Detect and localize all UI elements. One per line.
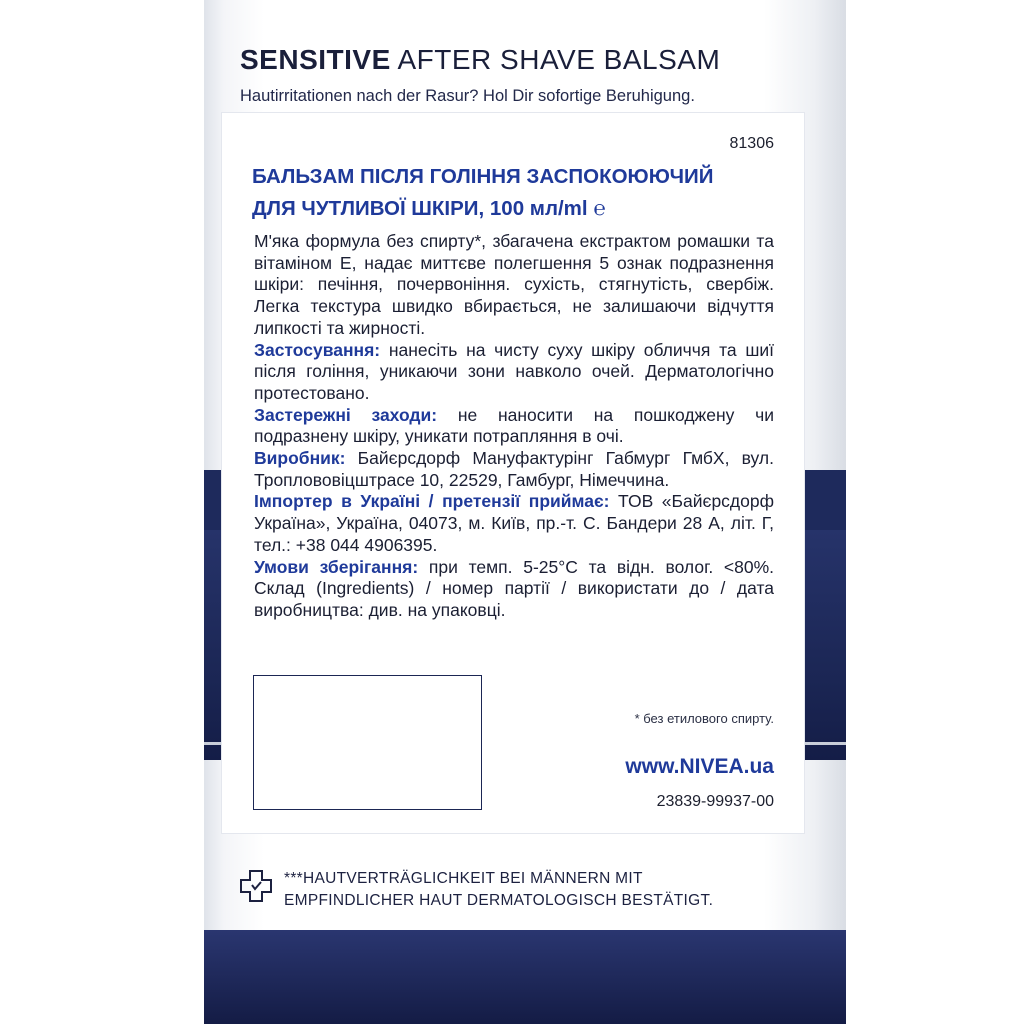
precautions-text: не наносити на пошкоджену чи подразнену шкіру, уникати потрапляння в очі. <box>254 404 774 447</box>
dermatological-claim <box>284 868 713 912</box>
manufacturer-heading: Виробник: <box>254 448 346 469</box>
article-code: 81306 <box>729 135 774 152</box>
label-title <box>252 161 792 225</box>
product-title <box>240 44 720 76</box>
estimated-sign-icon: ℮ <box>593 197 606 220</box>
storage-section <box>254 557 774 622</box>
label-title-line1: БАЛЬЗАМ ПІСЛЯ ГОЛІННЯ ЗАСПОКОЮЮЧИЙ <box>252 165 714 188</box>
derm-claim-line2: EMPFINDLICHER HAUT DERMATOLOGISCH BESTÄTIGT. <box>284 892 714 909</box>
label-title-line2-text: ДЛЯ ЧУТЛИВОЇ ШКІРИ, 100 мл/ml <box>252 197 588 220</box>
storage-text: при темп. 5-25°С та відн. волог. <80%. Склад (Ingredients) / номер партії / використати до / дата виробництва: див. на упаковці. <box>254 556 774 620</box>
usage-text: нанесіть на чисту суху шкіру обличчя та шиї після гоління, уникаючи зони навколо очей. Дерматологічно протестовано. <box>254 339 774 403</box>
precautions-section <box>254 405 774 448</box>
label-title-line2 <box>252 193 792 225</box>
batch-stamp-box <box>253 675 482 810</box>
website-link: www.NIVEA.ua <box>625 755 774 778</box>
footnote: * без етилового спирту. <box>634 711 774 726</box>
product-title-bold: SENSITIVE <box>240 44 391 75</box>
description: М'яка формула без спирту*, збагачена екстрактом ромашки та вітаміном Е, надає миттєве полегшення 5 ознак подразнення шкіри: печіння, почервоніння. сухість, стягнутість, свербіж. Легка текстура швидко вбирається, не залишаючи відчуття липкості та жирності. <box>254 231 774 338</box>
storage-heading: Умови зберігання: <box>254 556 419 577</box>
derm-claim-line1: ***HAUTVERTRÄGLICHKEIT BEI MÄNNERN MIT <box>284 870 643 887</box>
importer-section <box>254 491 774 556</box>
ukrainian-label <box>222 113 804 833</box>
navy-band-bottom <box>204 930 846 1024</box>
usage-section <box>254 340 774 405</box>
product-subtitle: Hautirritationen nach der Rasur? Hol Dir sofortige Beruhigung. <box>240 87 695 105</box>
importer-text: ТОВ «Байєрсдорф Україна», Україна, 04073, м. Київ, пр.-т. С. Бандери 28 А, літ. Г, тел.: +38 044 4906395. <box>254 491 775 555</box>
product-code: 23839-99937-00 <box>656 793 774 810</box>
product-title-rest: AFTER SHAVE BALSAM <box>397 44 721 75</box>
precautions-heading: Застережні заходи: <box>254 404 438 425</box>
importer-heading: Імпортер в Україні / претензії приймає: <box>254 491 610 512</box>
skin-cross-icon <box>238 868 274 904</box>
manufacturer-text: Байєрсдорф Мануфактурінг Габмург ГмбХ, вул. Троплововіцштрасе 10, 22529, Гамбург, Німеччина. <box>254 448 774 490</box>
usage-heading: Застосування: <box>254 339 381 360</box>
label-body <box>254 231 774 622</box>
manufacturer-section <box>254 448 774 491</box>
